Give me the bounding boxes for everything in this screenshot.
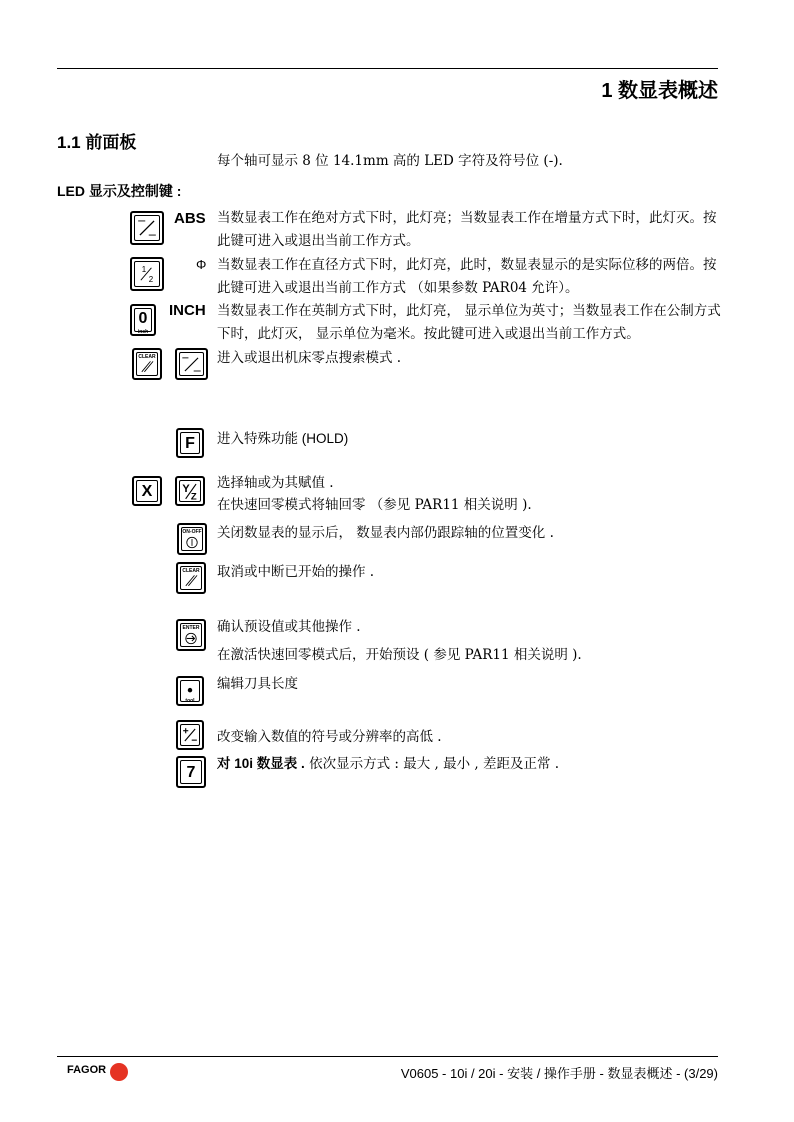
enter-small-label: ENTER xyxy=(182,625,200,631)
inch-description: 当数显表工作在英制方式下时，此灯亮， 显示单位为英寸；当数显表工作在公制方式下时，此灯灭， 显示单位为毫米。按此键可进入或退出当前工作方式。 xyxy=(217,303,721,342)
zero-label: 0 xyxy=(138,310,148,327)
abs-description: 当数显表工作在绝对方式下时，此灯亮；当数显表工作在增量方式下时，此灯灭。按此键可进入或退出当前工作方式。 xyxy=(217,210,717,249)
clear-icon-2 xyxy=(178,564,204,592)
half-bottom: 2 xyxy=(148,274,154,284)
clear-icon xyxy=(134,350,160,378)
tool-small-label: tool xyxy=(185,698,195,704)
diameter-key[interactable] xyxy=(130,257,164,291)
half-top: 1 xyxy=(141,265,147,275)
fagor-logo: FAGOR xyxy=(67,1064,107,1076)
dot-icon xyxy=(178,678,202,704)
abs-icon xyxy=(132,213,162,243)
onoff-small-label: ON-OFF xyxy=(182,529,202,535)
axis-description-1: 选择轴或为其赋值 . xyxy=(217,475,334,491)
header-rule xyxy=(57,68,718,69)
enter-description-2: 在激活快速回零模式后，开始预设 ( 参见 PAR11 相关说明 ). xyxy=(217,647,582,663)
clear-small-label: CLEAR xyxy=(138,354,156,360)
abs-icon-small xyxy=(177,350,206,378)
enter-key[interactable] xyxy=(176,619,206,651)
f-key[interactable] xyxy=(176,428,204,458)
seven-text: 依次显示方式 : 最大 , 最小 , 差距及正常 . xyxy=(304,756,560,772)
clear-description: 取消或中断已开始的操作 . xyxy=(217,564,375,580)
seven-bold: 对 10i 数显表 . xyxy=(217,756,305,771)
inch-label: INCH xyxy=(169,302,206,319)
svg-text:Z: Z xyxy=(190,491,197,503)
clear-small-label-2: CLEAR xyxy=(182,568,200,574)
seven-label: 7 xyxy=(186,764,196,781)
clear-key-home[interactable] xyxy=(132,348,162,380)
onoff-description: 关闭数显表的显示后， 数显表内部仍跟踪轴的位置变化 . xyxy=(217,525,554,541)
f-label: F xyxy=(185,435,195,452)
enter-description-1: 确认预设值或其他操作 . xyxy=(217,619,361,635)
half-icon xyxy=(132,259,162,289)
footer-rule xyxy=(57,1056,718,1057)
chapter-title: 1 数显表概述 xyxy=(601,80,718,102)
seven-key[interactable] xyxy=(176,756,206,788)
axis-description-2: 在快速回零模式将轴回零 （参见 PAR11 相关说明 ). xyxy=(217,497,532,513)
abs-label: ABS xyxy=(174,210,206,227)
clear-key[interactable] xyxy=(176,562,206,594)
sign-description: 改变输入数值的符号或分辨率的高低 . xyxy=(217,729,442,745)
seven-description xyxy=(217,752,722,776)
led-subhead: LED 显示及控制键 : xyxy=(57,183,182,199)
power-icon xyxy=(179,525,205,553)
yz-icon xyxy=(177,478,203,504)
footer-text: V0605 - 10i / 20i - 安装 / 操作手册 - 数显表概述 - (3/29) xyxy=(400,1066,718,1081)
svg-text:Y: Y xyxy=(182,482,190,495)
sign-key[interactable] xyxy=(176,720,204,750)
section-title: 1.1 前面板 xyxy=(57,133,137,152)
section-intro: 每个轴可显示 8 位 14.1mm 高的 LED 字符及符号位 (-). xyxy=(217,153,563,169)
onoff-key[interactable] xyxy=(177,523,207,555)
tool-description: 编辑刀具长度 xyxy=(217,676,298,692)
enter-icon xyxy=(178,621,204,649)
phi-label: Φ xyxy=(196,257,207,272)
inch-small-label: inch xyxy=(137,329,149,335)
plus-minus-icon xyxy=(178,722,202,748)
x-label: X xyxy=(141,483,153,500)
home-description: 进入或退出机床零点搜索模式 . xyxy=(217,350,402,366)
tool-key[interactable] xyxy=(176,676,204,706)
fagor-logo-mark xyxy=(110,1063,128,1081)
abs-key[interactable] xyxy=(130,211,164,245)
yz-key[interactable] xyxy=(175,476,205,506)
inch-key[interactable] xyxy=(130,304,156,336)
f-description: 进入特殊功能 (HOLD) xyxy=(217,431,349,446)
phi-description: 当数显表工作在直径方式下时，此灯亮，此时，数显表显示的是实际位移的两倍。按此键可进入或退出当前工作方式 （如果参数 PAR04 允许）。 xyxy=(217,257,717,296)
abs-key-home[interactable] xyxy=(175,348,208,380)
x-key[interactable] xyxy=(132,476,162,506)
